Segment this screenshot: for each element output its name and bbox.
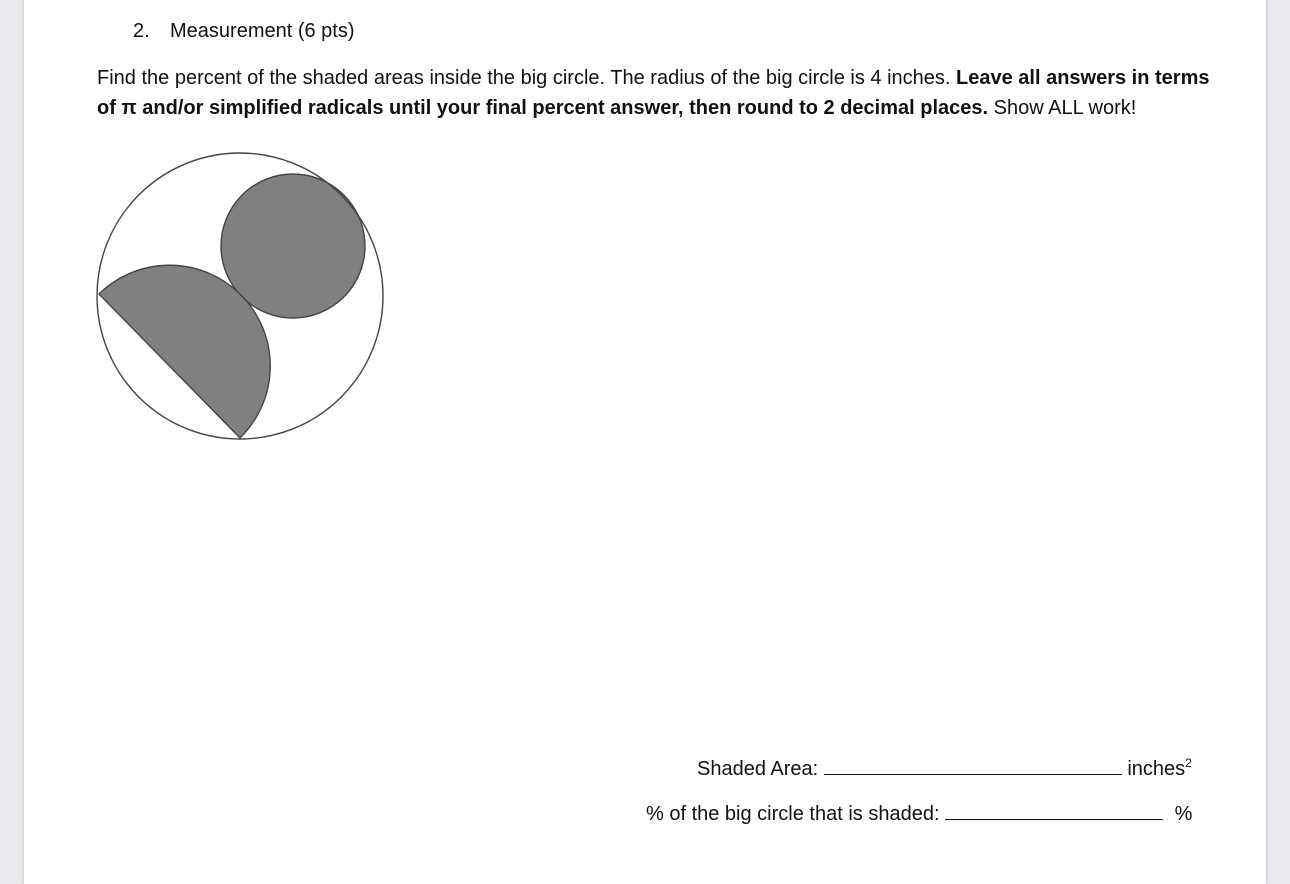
circle-figure bbox=[94, 148, 394, 448]
percent-blank[interactable] bbox=[945, 818, 1163, 820]
problem-instructions-bold: Leave all answers in terms of π and/or simplified radicals until your final percent answer, then round to 2 decimal places. bbox=[97, 67, 1210, 119]
shaded-area-answer bbox=[697, 758, 1192, 781]
question-title: Measurement (6 pts) bbox=[170, 20, 355, 42]
problem-tail: Show ALL work! bbox=[988, 97, 1137, 119]
worksheet-page bbox=[24, 0, 1266, 884]
shaded-area-unit: inches bbox=[1127, 758, 1186, 780]
shaded-area-unit-exponent: 2 bbox=[1185, 756, 1192, 770]
shaded-area-blank[interactable] bbox=[824, 773, 1122, 775]
problem-intro: Find the percent of the shaded areas inside the big circle. The radius of the big circle is 4 inches. bbox=[97, 67, 957, 89]
percent-answer bbox=[646, 803, 1192, 826]
question-number: 2. bbox=[133, 20, 150, 42]
question-heading bbox=[133, 20, 355, 43]
percent-unit: % bbox=[1174, 803, 1193, 825]
shaded-area-label: Shaded Area: bbox=[697, 758, 819, 780]
problem-statement bbox=[97, 63, 1217, 123]
percent-label: % of the big circle that is shaded: bbox=[646, 803, 940, 825]
